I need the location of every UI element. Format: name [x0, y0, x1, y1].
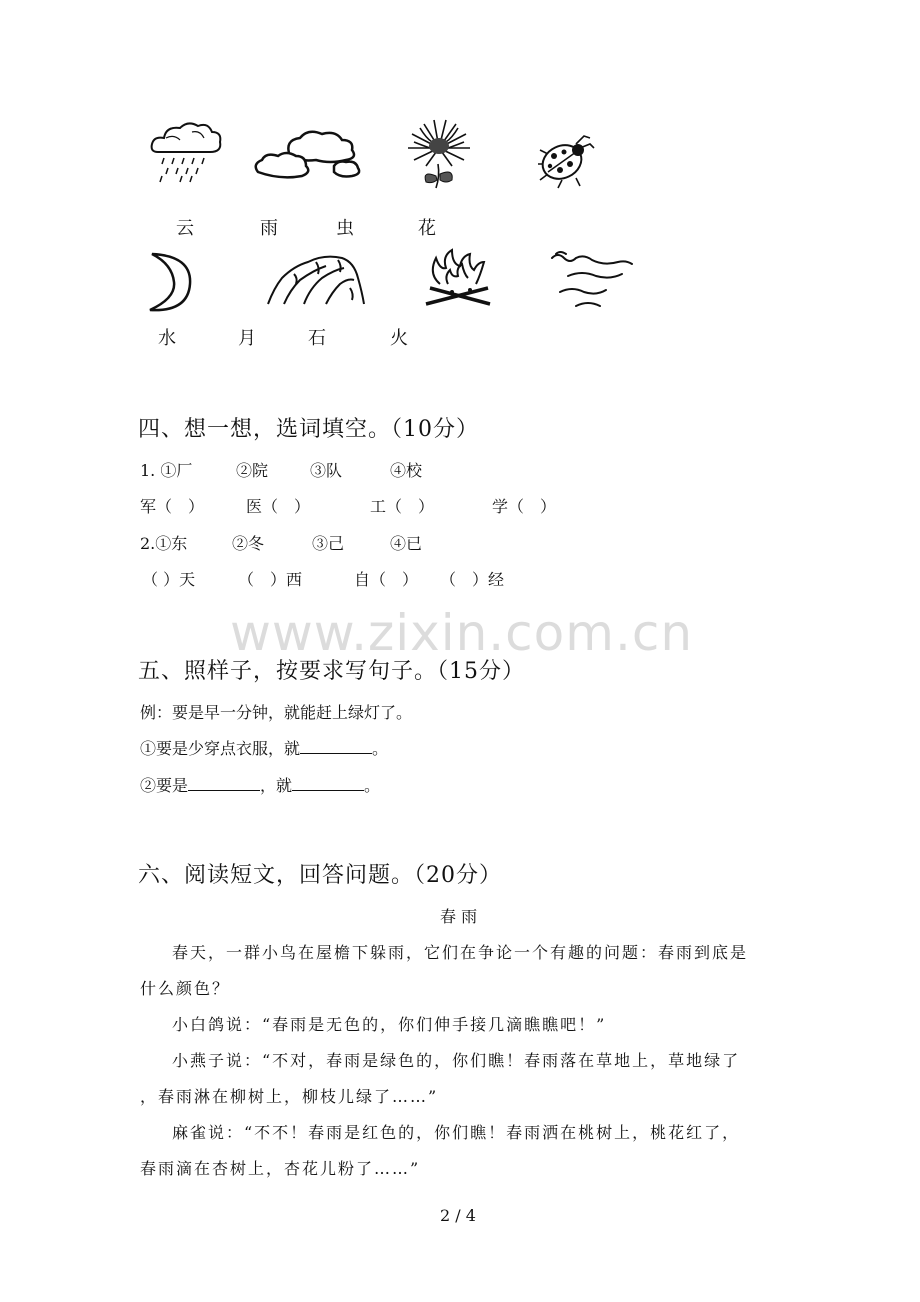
item1-suffix: 。 [372, 739, 389, 758]
match-label-row2-4: 火 [390, 328, 408, 349]
section5-heading: 五、照样子，按要求写句子。（15分） [138, 659, 525, 684]
q1-option-2: ②院 [236, 461, 269, 480]
ladybug-icon [536, 132, 598, 190]
section6-heading: 六、阅读短文，回答问题。（20分） [138, 863, 502, 888]
passage-line-7: 春雨滴在杏树上，杏花儿粉了……” [140, 1159, 421, 1178]
cloud-icon [250, 128, 366, 186]
q1-option-4: ④校 [390, 461, 423, 480]
passage-line-4: 小燕子说：“不对，春雨是绿色的，你们瞧！春雨落在草地上，草地绿了 [172, 1051, 741, 1070]
flower-icon [404, 118, 474, 190]
q1-option-3: ③队 [310, 461, 343, 480]
item2-answer-blank-2[interactable] [292, 776, 364, 791]
q2-blank-1[interactable]: （ ）天 [142, 570, 196, 589]
match-label-row2-1: 水 [158, 328, 176, 349]
q1-blank-1[interactable]: 军（ ） [140, 497, 205, 516]
passage-title: 春 雨 [440, 907, 478, 926]
item1-answer-blank[interactable] [300, 739, 372, 754]
item2-middle: ，就 [260, 776, 293, 795]
match-label-row2-2: 月 [238, 328, 256, 349]
q2-blank-2[interactable]: （ ）西 [238, 570, 303, 589]
passage-line-5: ，春雨淋在柳树上，柳枝儿绿了……” [140, 1087, 439, 1106]
section5-item1 [140, 736, 388, 759]
section5-item2 [140, 773, 380, 796]
match-label-row1-1: 云 [176, 218, 194, 239]
passage-line-1: 春天，一群小鸟在屋檐下躲雨，它们在争论一个有趣的问题：春雨到底是 [172, 943, 749, 962]
section5-example: 例：要是早一分钟，就能赶上绿灯了。 [140, 703, 413, 722]
item1-prefix: ①要是少穿点衣服，就 [140, 739, 301, 758]
item2-prefix: ②要是 [140, 776, 189, 795]
q2-option-1: 2.①东 [140, 534, 188, 553]
match-label-row2-3: 石 [308, 328, 326, 349]
q1-blank-2[interactable]: 医（ ） [246, 497, 311, 516]
q1-blank-3[interactable]: 工（ ） [370, 497, 435, 516]
section4-heading: 四、想一想，选词填空。（10分） [138, 417, 479, 442]
item2-suffix: 。 [364, 776, 381, 795]
match-label-row1-3: 虫 [336, 218, 354, 239]
fire-icon [422, 248, 494, 308]
q2-option-2: ②冬 [232, 534, 265, 553]
rock-icon [264, 248, 368, 308]
match-label-row1-2: 雨 [260, 218, 278, 239]
passage-line-2: 什么颜色？ [140, 979, 231, 998]
q2-option-4: ④已 [390, 534, 423, 553]
q2-option-3: ③己 [312, 534, 345, 553]
q2-blank-3[interactable]: 自（ ） [354, 570, 419, 589]
passage-line-3: 小白鸽说：“春雨是无色的，你们伸手接几滴瞧瞧吧！” [172, 1015, 607, 1034]
moon-icon [142, 250, 196, 314]
item2-answer-blank-1[interactable] [188, 776, 260, 791]
match-label-row1-4: 花 [418, 218, 436, 239]
rain-cloud-icon [148, 118, 226, 184]
q2-blank-4[interactable]: （ ）经 [440, 570, 505, 589]
water-icon [548, 250, 636, 312]
q1-option-1: 1. ①厂 [140, 461, 193, 480]
watermark: www.zixin.com.cn [230, 604, 694, 662]
passage-line-6: 麻雀说：“不不！春雨是红色的，你们瞧！春雨洒在桃树上，桃花红了， [172, 1123, 741, 1142]
page-number: 2 / 4 [440, 1206, 476, 1225]
q1-blank-4[interactable]: 学（ ） [492, 497, 557, 516]
